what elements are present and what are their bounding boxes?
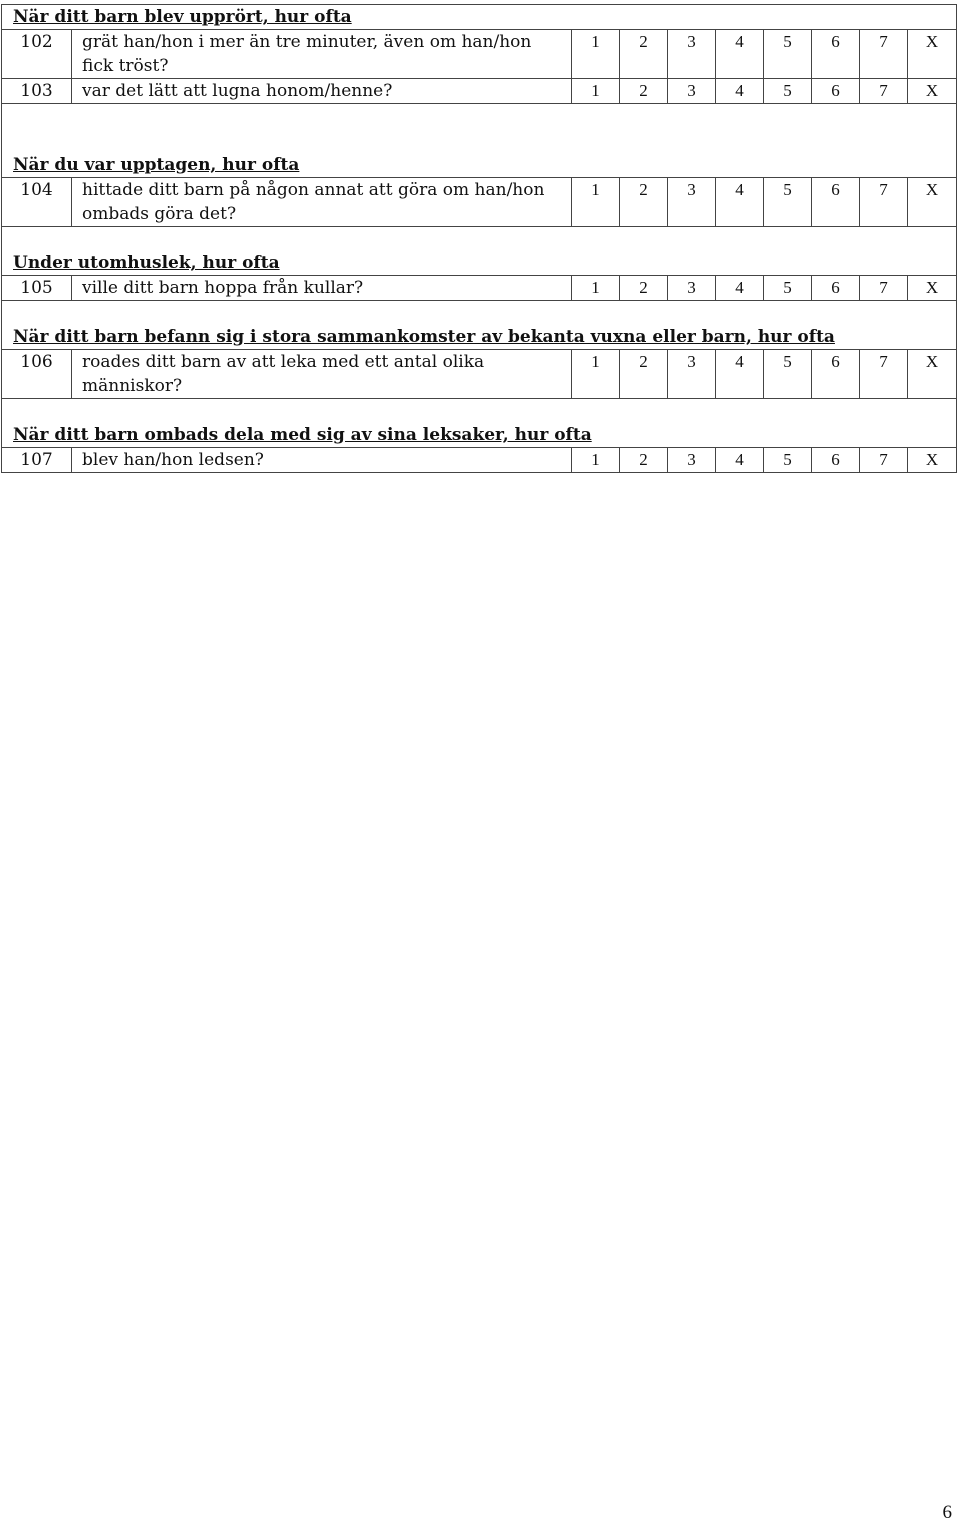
scale-option-7[interactable]: 7 <box>860 30 908 79</box>
question-text: hittade ditt barn på någon annat att göra om han/hon ombads göra det? <box>72 178 572 227</box>
scale-option-x[interactable]: X <box>908 30 957 79</box>
scale-option-6[interactable]: 6 <box>812 276 860 301</box>
scale-option-3[interactable]: 3 <box>668 79 716 104</box>
section-spacer <box>2 301 957 326</box>
question-number: 103 <box>2 79 72 104</box>
questionnaire-table <box>1 4 957 473</box>
scale-option-2[interactable]: 2 <box>620 276 668 301</box>
scale-option-1[interactable]: 1 <box>572 30 620 79</box>
scale-option-2[interactable]: 2 <box>620 350 668 399</box>
section-heading-row <box>2 423 957 448</box>
section-heading: Under utomhuslek, hur ofta <box>2 251 957 276</box>
scale-option-5[interactable]: 5 <box>764 350 812 399</box>
scale-option-3[interactable]: 3 <box>668 350 716 399</box>
scale-option-4[interactable]: 4 <box>716 448 764 473</box>
scale-option-5[interactable]: 5 <box>764 79 812 104</box>
scale-option-6[interactable]: 6 <box>812 30 860 79</box>
scale-option-5[interactable]: 5 <box>764 448 812 473</box>
section-spacer <box>2 399 957 424</box>
scale-option-1[interactable]: 1 <box>572 350 620 399</box>
scale-option-6[interactable]: 6 <box>812 79 860 104</box>
scale-option-7[interactable]: 7 <box>860 276 908 301</box>
question-number: 102 <box>2 30 72 79</box>
scale-option-5[interactable]: 5 <box>764 276 812 301</box>
question-row <box>2 448 957 473</box>
scale-option-1[interactable]: 1 <box>572 276 620 301</box>
scale-option-4[interactable]: 4 <box>716 30 764 79</box>
scale-option-7[interactable]: 7 <box>860 350 908 399</box>
scale-option-4[interactable]: 4 <box>716 276 764 301</box>
question-number: 106 <box>2 350 72 399</box>
question-row <box>2 276 957 301</box>
scale-option-5[interactable]: 5 <box>764 30 812 79</box>
scale-option-x[interactable]: X <box>908 178 957 227</box>
scale-option-7[interactable]: 7 <box>860 79 908 104</box>
scale-option-6[interactable]: 6 <box>812 350 860 399</box>
scale-option-7[interactable]: 7 <box>860 448 908 473</box>
scale-option-6[interactable]: 6 <box>812 448 860 473</box>
scale-option-3[interactable]: 3 <box>668 448 716 473</box>
scale-option-4[interactable]: 4 <box>716 79 764 104</box>
section-heading: När ditt barn befann sig i stora sammankomster av bekanta vuxna eller barn, hur ofta <box>2 325 957 350</box>
scale-option-1[interactable]: 1 <box>572 79 620 104</box>
question-row <box>2 350 957 399</box>
scale-option-6[interactable]: 6 <box>812 178 860 227</box>
section-heading: När ditt barn ombads dela med sig av sina leksaker, hur ofta <box>2 423 957 448</box>
scale-option-5[interactable]: 5 <box>764 178 812 227</box>
section-spacer <box>2 104 957 154</box>
section-heading-row <box>2 251 957 276</box>
question-number: 107 <box>2 448 72 473</box>
scale-option-3[interactable]: 3 <box>668 178 716 227</box>
page-number: 6 <box>942 1502 952 1523</box>
question-row <box>2 79 957 104</box>
scale-option-3[interactable]: 3 <box>668 276 716 301</box>
question-number: 104 <box>2 178 72 227</box>
scale-option-x[interactable]: X <box>908 350 957 399</box>
scale-option-x[interactable]: X <box>908 276 957 301</box>
scale-option-1[interactable]: 1 <box>572 178 620 227</box>
section-heading: När ditt barn blev upprört, hur ofta <box>2 5 957 30</box>
section-spacer <box>2 227 957 252</box>
scale-option-x[interactable]: X <box>908 79 957 104</box>
question-text: ville ditt barn hoppa från kullar? <box>72 276 572 301</box>
question-text: blev han/hon ledsen? <box>72 448 572 473</box>
section-heading: När du var upptagen, hur ofta <box>2 153 957 178</box>
question-text: roades ditt barn av att leka med ett antal olika människor? <box>72 350 572 399</box>
question-row <box>2 178 957 227</box>
scale-option-2[interactable]: 2 <box>620 79 668 104</box>
question-text: var det lätt att lugna honom/henne? <box>72 79 572 104</box>
scale-option-7[interactable]: 7 <box>860 178 908 227</box>
scale-option-2[interactable]: 2 <box>620 448 668 473</box>
scale-option-4[interactable]: 4 <box>716 178 764 227</box>
scale-option-2[interactable]: 2 <box>620 30 668 79</box>
scale-option-4[interactable]: 4 <box>716 350 764 399</box>
question-number: 105 <box>2 276 72 301</box>
scale-option-x[interactable]: X <box>908 448 957 473</box>
section-heading-row <box>2 153 957 178</box>
section-heading-row <box>2 325 957 350</box>
section-heading-row <box>2 5 957 30</box>
question-text: grät han/hon i mer än tre minuter, även om han/hon fick tröst? <box>72 30 572 79</box>
scale-option-3[interactable]: 3 <box>668 30 716 79</box>
scale-option-2[interactable]: 2 <box>620 178 668 227</box>
scale-option-1[interactable]: 1 <box>572 448 620 473</box>
question-row <box>2 30 957 79</box>
